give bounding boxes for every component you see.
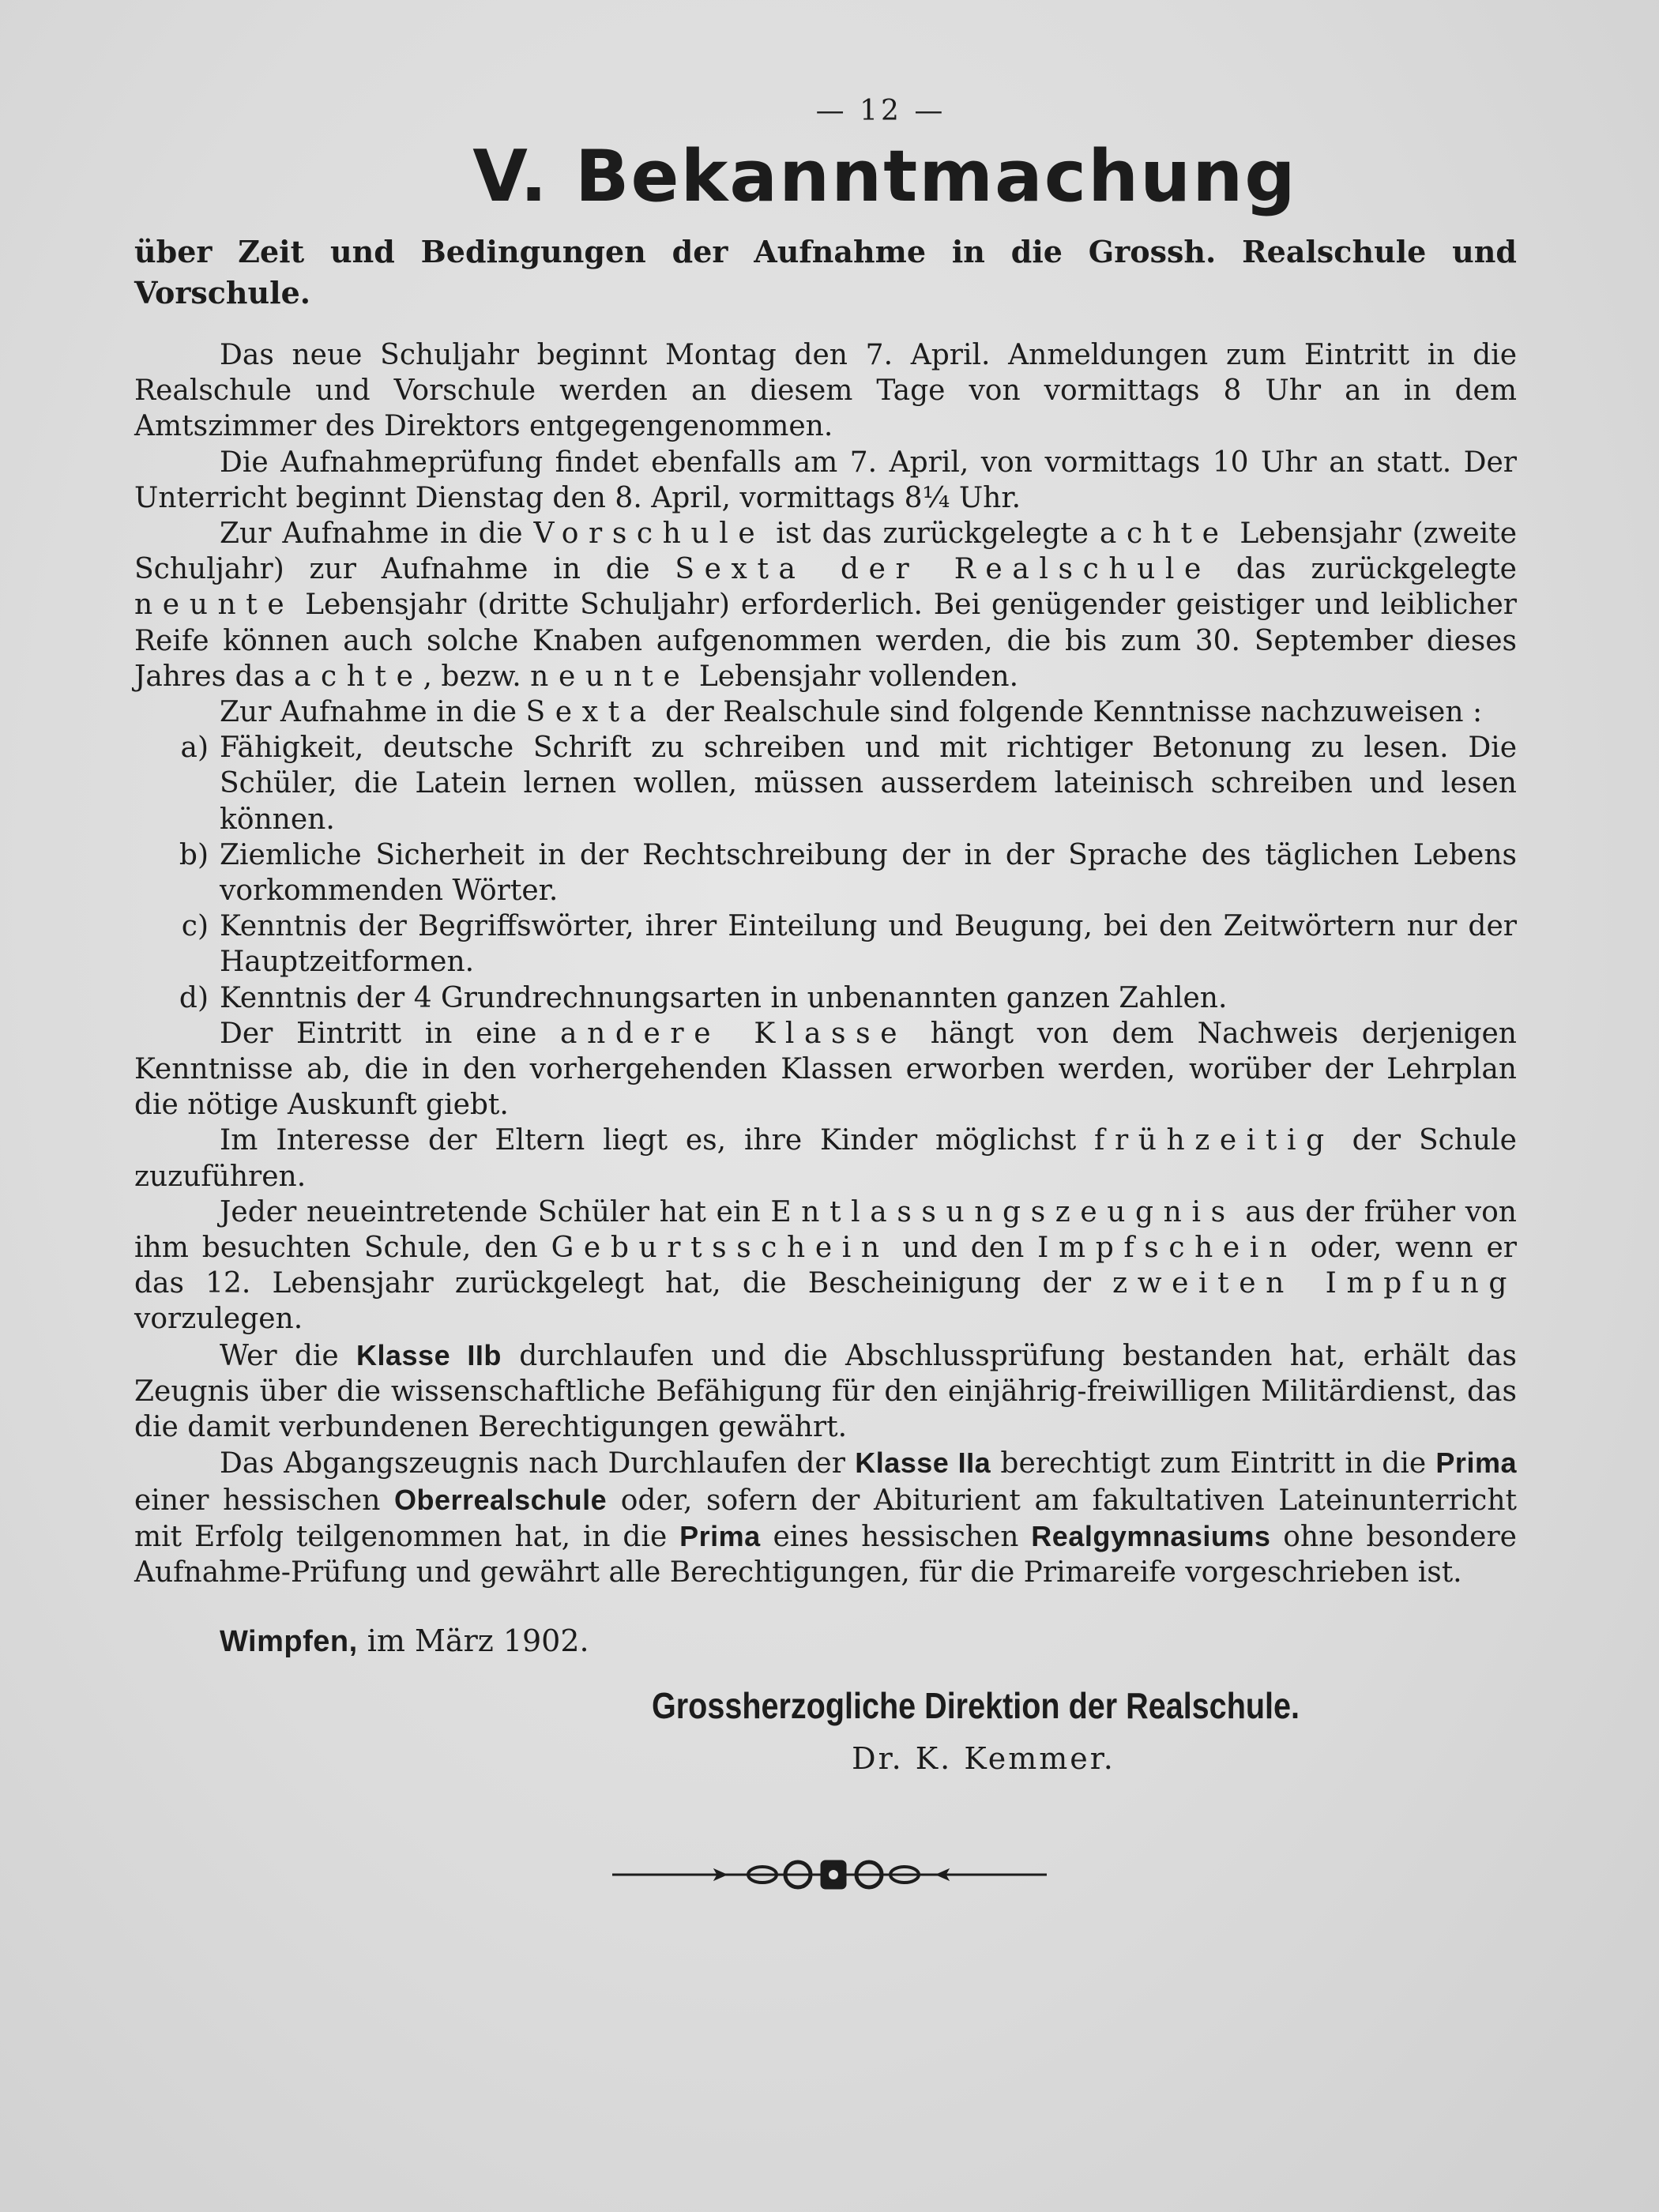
emphasis-achte: achte [293,660,423,693]
page-title: V. Bekanntmachung [472,135,1297,218]
emphasis-entlassungszeugnis: Entlassungszeugnis [770,1195,1236,1228]
text-run: Im Interesse der Eltern liegt es, ihre Kinder möglichst [220,1124,1095,1157]
emphasis-geburtsschein: Geburtsschein [551,1232,890,1265]
emphasis-neunte: neunte [134,589,295,622]
page-number: — 12 — [815,95,946,127]
emphasis-zweiten-impfung: zweiten Impfung [1112,1267,1517,1300]
list-marker: c) [181,910,209,943]
document-body [134,95,1517,1776]
bold-klasse-iia: Klasse IIa [855,1446,991,1480]
text-run: eines hessischen [760,1520,1032,1553]
list-item-text: Kenntnis der Begriffswörter, ihrer Einteilung und Beugung, bei den Zeitwörtern nur der Hauptzeitformen. [220,910,1517,979]
text-run: Das Abgangszeugnis nach Durchlaufen der [220,1447,856,1480]
list-marker: d) [179,981,209,1014]
list-item-text: Ziemliche Sicherheit in der Rechtschreibung der in der Sprache des täglichen Lebens vorkommenden Wörter. [220,838,1517,908]
paragraph-enrollment: Das neue Schuljahr beginnt Montag den 7. April. Anmeldungen zum Eintritt in die Realschule und Vorschule werden an diesem Tage von vormittags 8 Uhr an in dem Amtszimmer des Direktors entgegengenommen. [134,339,1517,443]
signatory-authority: Grossherzogliche Direktion der Realschule. [651,1685,1300,1727]
text-run: Zur Aufnahme in die [220,696,526,729]
list-item-text: Fähigkeit, deutsche Schrift zu schreiben und mit richtiger Betonung zu lesen. Die Schüler, die Latein lernen wollen, müssen ausserdem lateinisch schreiben und lesen können. [220,732,1517,836]
date-text: im März 1902. [357,1623,589,1659]
paragraph-early-enrollment [134,1123,1517,1194]
text-run: ist das zurückgelegte [765,517,1100,551]
notice-text [134,337,1517,1590]
emphasis-sexta-realschule: Sexta der Realschule [675,553,1211,586]
paragraph-military-service [134,1337,1517,1446]
text-run: der Schule zuzuführen. [134,1124,1517,1193]
ornament-flourish [612,1860,1047,1889]
bold-prima: Prima [679,1519,761,1552]
bold-prima: Prima [1435,1446,1517,1480]
text-run: Zur Aufnahme in die [220,517,534,551]
text-run: aus der früher von ihm besuchten Schule, den [134,1195,1517,1265]
text-run: Wer die [220,1339,356,1372]
text-run: oder, sofern der Abiturient am fakultativen Lateinunterricht mit Erfolg teilgenommen hat, in die [134,1484,1518,1553]
text-run: Jeder neueintretende Schüler hat ein [220,1195,771,1228]
emphasis-andere-klasse: andere Klasse [560,1017,908,1050]
text-run: , bezw. [423,660,531,693]
text-run: ohne besondere Aufnahme-Prüfung und gewährt alle Berechtigungen, für die Primareife vorgeschrieben ist. [134,1520,1517,1589]
list-item [134,980,1517,1016]
paragraph-sexta-requirements [134,694,1517,730]
emphasis-vorschule: Vorschule [533,517,766,551]
text-run: vorzulegen. [134,1303,303,1336]
emphasis-fruehzeitig: frühzeitig [1094,1124,1334,1157]
bold-realgymnasiums: Realgymnasiums [1031,1519,1271,1552]
ornament-divider [604,1851,1055,1898]
list-item [134,730,1517,837]
list-marker: a) [180,732,209,765]
paragraph-documents [134,1194,1517,1337]
text-run: durchlaufen und die Abschlussprüfung bestanden hat, erhält das Zeugnis über die wissenschaftliche Befähigung für den einjährig-freiwilligen Militärdienst, das die damit verbundenen Berechtigungen gewährt. [134,1339,1517,1444]
signer-name: Dr. K. Kemmer. [852,1741,1115,1777]
emphasis-achte: achte [1099,517,1229,551]
emphasis-impfschein: Impfschein [1037,1232,1297,1265]
requirements-list [134,730,1517,1016]
place-and-date [134,1623,1517,1659]
text-run: das zurückgelegte [1210,553,1517,586]
subtitle: über Zeit und Bedingungen der Aufnahme in die Grossh. Realschule und Vorschule. [134,234,1517,310]
text-run: Lebensjahr (zweite Schuljahr) zur Aufnahme in die [134,517,1518,586]
paragraph-exam-schedule: Die Aufnahmeprüfung findet ebenfalls am 7. April, von vormittags 10 Uhr an statt. Der Unterricht beginnt Dienstag den 8. April, vormittags 8¼ Uhr. [134,446,1517,514]
list-item [134,837,1517,908]
paragraph-other-classes [134,1016,1517,1123]
text-run: oder, wenn er das 12. Lebensjahr zurückgelegt hat, die Bescheinigung der [134,1232,1518,1300]
text-run: Lebensjahr (dritte Schuljahr) erforderlich. Bei genügender geistiger und leiblicher Reife können auch solche Knaben aufgenommen werden, die bis zum 30. September dieses Jahres das [134,589,1517,693]
text-run: hängt von dem Nachweis derjenigen Kenntnisse ab, die in den vorhergehenden Klassen erworben werden, worüber der Lehrplan die nötige Auskunft giebt. [134,1017,1517,1122]
list-marker: b) [179,838,209,871]
bold-klasse-iib: Klasse IIb [356,1338,502,1371]
text-run: berechtigt zum Eintritt in die [991,1447,1436,1480]
emphasis-sexta: Sexta [525,696,656,729]
list-item [134,908,1517,980]
bold-oberrealschule: Oberrealschule [393,1483,608,1516]
paragraph-age-requirements [134,516,1517,694]
place-name: Wimpfen, [220,1625,358,1659]
paragraph-leaving-certificate [134,1445,1517,1590]
text-run: einer hessischen [134,1484,394,1517]
text-run: Der Eintritt in eine [220,1017,561,1050]
text-run: Lebensjahr vollenden. [690,660,1019,693]
emphasis-neunte: neunte [530,660,690,693]
list-item-text: Kenntnis der 4 Grundrechnungsarten in unbenannten ganzen Zahlen. [220,981,1228,1014]
text-run: der Realschule sind folgende Kenntnisse nachzuweisen : [656,696,1483,729]
ornament-center-dot [829,1870,838,1879]
text-run: und den [889,1232,1038,1265]
